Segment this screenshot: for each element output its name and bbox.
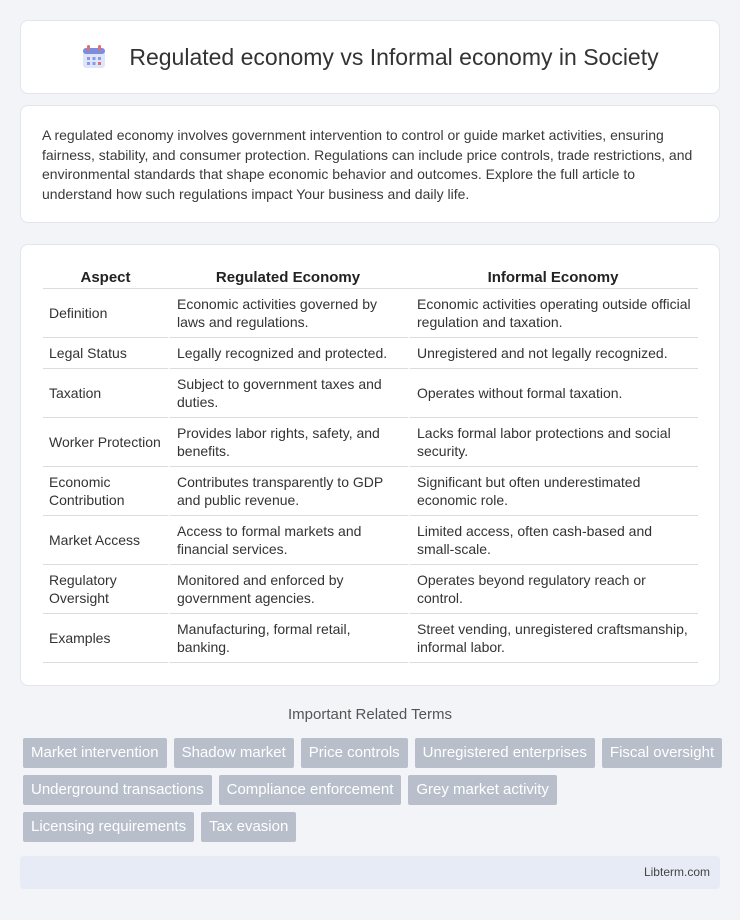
related-terms-list <box>23 738 723 842</box>
table-row <box>43 614 698 663</box>
related-terms-title: Important Related Terms <box>288 706 452 723</box>
intro-paragraph: A regulated economy involves government intervention to control or guide market activities, ensuring fairness, stability, and consumer protection. Regulations can include price controls, trade restrictions, and environmental standards that shape economic behavior and outcomes. Explore the full article to understand how such regulations impact Your business and daily life. <box>42 127 693 202</box>
table-row <box>43 516 698 565</box>
row-aspect: Market Access <box>43 516 168 565</box>
tag-compliance-enforcement[interactable]: Compliance enforcement <box>219 775 402 805</box>
table-header-row <box>43 267 698 289</box>
row-informal: Limited access, often cash-based and small-scale. <box>408 516 698 565</box>
row-aspect: Definition <box>43 289 168 338</box>
table-row <box>43 289 698 338</box>
row-aspect: Economic Contribution <box>43 467 168 516</box>
row-aspect: Worker Protection <box>43 418 168 467</box>
row-regulated: Monitored and enforced by government agencies. <box>168 565 408 614</box>
row-informal: Operates without formal taxation. <box>408 369 698 418</box>
row-regulated: Access to formal markets and financial services. <box>168 516 408 565</box>
row-regulated: Provides labor rights, safety, and benefits. <box>168 418 408 467</box>
tag-shadow-market[interactable]: Shadow market <box>174 738 294 768</box>
footer <box>20 856 720 889</box>
row-aspect: Legal Status <box>43 338 168 369</box>
tag-grey-market-activity[interactable]: Grey market activity <box>408 775 557 805</box>
table-row <box>43 338 698 369</box>
tag-market-intervention[interactable]: Market intervention <box>23 738 167 768</box>
table-row <box>43 565 698 614</box>
row-regulated: Contributes transparently to GDP and public revenue. <box>168 467 408 516</box>
row-regulated: Legally recognized and protected. <box>168 338 408 369</box>
header-regulated: Regulated Economy <box>168 267 408 289</box>
comparison-table <box>43 267 698 663</box>
title-card <box>20 20 720 94</box>
row-informal: Lacks formal labor protections and social security. <box>408 418 698 467</box>
row-informal: Significant but often underestimated economic role. <box>408 467 698 516</box>
row-informal: Operates beyond regulatory reach or control. <box>408 565 698 614</box>
row-informal: Unregistered and not legally recognized. <box>408 338 698 369</box>
table-row <box>43 467 698 516</box>
table-row <box>43 369 698 418</box>
row-informal: Street vending, unregistered craftsmanship, informal labor. <box>408 614 698 663</box>
header-informal: Informal Economy <box>408 267 698 289</box>
tag-licensing-requirements[interactable]: Licensing requirements <box>23 812 194 842</box>
calendar-grid-icon <box>81 44 107 70</box>
footer-site-link[interactable]: Libterm.com <box>643 865 710 879</box>
row-regulated: Economic activities governed by laws and regulations. <box>168 289 408 338</box>
table-row <box>43 418 698 467</box>
intro-card <box>20 105 720 223</box>
row-regulated: Manufacturing, formal retail, banking. <box>168 614 408 663</box>
tag-unregistered-enterprises[interactable]: Unregistered enterprises <box>415 738 595 768</box>
tag-price-controls[interactable]: Price controls <box>301 738 408 768</box>
row-regulated: Subject to government taxes and duties. <box>168 369 408 418</box>
row-informal: Economic activities operating outside official regulation and taxation. <box>408 289 698 338</box>
comparison-card <box>20 244 720 686</box>
tag-underground-transactions[interactable]: Underground transactions <box>23 775 212 805</box>
tag-fiscal-oversight[interactable]: Fiscal oversight <box>602 738 722 768</box>
row-aspect: Examples <box>43 614 168 663</box>
row-aspect: Taxation <box>43 369 168 418</box>
header-aspect: Aspect <box>43 267 168 289</box>
row-aspect: Regulatory Oversight <box>43 565 168 614</box>
page-title: Regulated economy vs Informal economy in Society <box>129 43 659 70</box>
tag-tax-evasion[interactable]: Tax evasion <box>201 812 296 842</box>
